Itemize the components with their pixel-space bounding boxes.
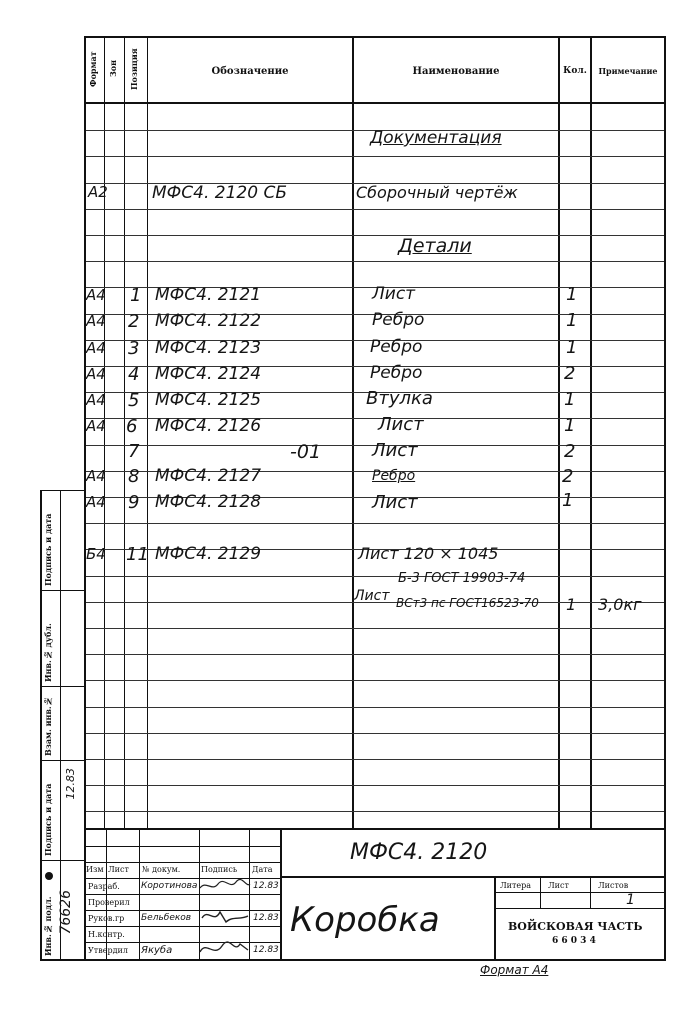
title-block-vsep <box>280 828 282 960</box>
section-parts: Детали <box>398 235 472 257</box>
col-sep-4 <box>352 36 354 829</box>
frame-right <box>664 36 666 961</box>
lbl-podpis: Подпись <box>201 865 238 874</box>
row-designation: МФС4. 2127 <box>155 466 262 486</box>
row-designation: -01 <box>290 441 322 463</box>
row-qty: 1 <box>566 284 578 305</box>
signature-razrab <box>200 879 250 888</box>
row-qty: 1 <box>566 337 578 358</box>
lbl-listov: Листов <box>598 881 629 890</box>
side-inv-podl: Инв.№ подл. <box>43 896 53 956</box>
row-rule <box>86 235 664 236</box>
row-name: Ребро <box>372 468 416 484</box>
title-rule <box>86 862 280 863</box>
row-name: Ребро <box>372 310 425 330</box>
header-designation: Обозначение <box>211 66 289 77</box>
row-format: А4 <box>86 286 106 304</box>
lbl-izm: Изм <box>86 865 104 874</box>
row-format: А4 <box>86 339 106 357</box>
row-name: Втулка <box>366 388 433 409</box>
row-pos: 7 <box>128 441 140 462</box>
signer-utverdil: Якуба <box>141 945 173 956</box>
lbl-list: Лист <box>108 865 129 874</box>
row-designation: МФС4. 2124 <box>155 364 262 384</box>
row-format: А4 <box>86 391 106 409</box>
col-sep-5 <box>558 36 560 829</box>
lbl-list2: Лист <box>548 881 569 890</box>
row-name: Лист <box>378 414 424 435</box>
signatures-svg <box>196 878 252 960</box>
lbl-proveril: Проверил <box>88 898 130 907</box>
title-block-lit-sep1 <box>540 876 541 908</box>
header-qty: Кол. <box>563 66 587 76</box>
side-line-4 <box>40 860 86 861</box>
frame-bottom <box>40 959 666 961</box>
lbl-razrab: Разраб. <box>88 882 120 891</box>
row-rule <box>86 654 664 655</box>
row-rule <box>86 209 664 210</box>
row-qty: 2 <box>564 441 576 462</box>
row-rule <box>86 156 664 157</box>
row-qty: 1 <box>562 490 574 511</box>
row-name: Ребро <box>370 337 423 357</box>
row-qty: 1 <box>564 415 576 436</box>
row-rule <box>86 785 664 786</box>
row-designation: МФС4. 2125 <box>155 390 262 410</box>
side-podpis-data1: Подпись и дата <box>43 783 53 856</box>
header-format: Формат <box>88 51 98 87</box>
doc-name: Коробка <box>290 900 440 940</box>
side-line-1 <box>40 590 86 591</box>
side-inv-dubl: Инв.№ дубл. <box>43 623 53 682</box>
header-note: Примечание <box>598 66 658 76</box>
header-position: Позиция <box>129 48 139 90</box>
org-line2: 6 6 0 3 4 <box>552 936 596 946</box>
row-format: А4 <box>86 493 106 511</box>
row-rule <box>86 628 664 629</box>
title-block-lit-line2 <box>494 908 666 909</box>
row-format: А4 <box>86 467 106 485</box>
row-pos: 5 <box>128 390 140 411</box>
side-inv-value: 76626 <box>58 890 74 935</box>
header-bottom <box>84 102 666 104</box>
signer-rukov: Бельбеков <box>141 913 192 923</box>
title-block-org-sep <box>494 876 496 960</box>
row-rule <box>86 733 664 734</box>
sheets-count: 1 <box>626 892 635 908</box>
row-name: Лист <box>372 284 416 304</box>
row-qty: 1 <box>564 389 576 410</box>
frame-top <box>84 36 666 38</box>
lbl-ndokum: № докум. <box>142 865 181 874</box>
row-format: А4 <box>86 312 106 330</box>
side-top <box>40 490 86 491</box>
col-sep-2 <box>124 36 125 829</box>
header-zone: Зон <box>108 60 118 78</box>
lbl-nkontr: Н.контр. <box>88 930 125 939</box>
row-designation: МФС4. 2128 <box>155 492 262 512</box>
side-date-value: 12.83 <box>64 768 77 800</box>
row-format: А4 <box>86 417 106 435</box>
row-rule <box>86 576 664 577</box>
lbl-data: Дата <box>252 865 273 874</box>
row-pos: 2 <box>128 311 140 332</box>
row-rule <box>86 707 664 708</box>
lbl-litera: Литера <box>500 881 532 890</box>
lbl-rukov: Руков.гр <box>88 914 125 923</box>
date-razrab: 12.83 <box>253 881 279 891</box>
org-line1: ВОЙСКОВАЯ ЧАСТЬ <box>508 920 643 933</box>
title-block-top <box>84 828 666 830</box>
row-designation: МФС4. 2129 <box>155 544 262 564</box>
row-rule <box>86 261 664 262</box>
row-designation: МФС4. 2120 СБ <box>152 183 287 203</box>
row-pos: 4 <box>128 364 140 385</box>
frame-outer-left <box>40 490 42 960</box>
side-vzam-inv: Взам. инв.№ <box>43 696 53 756</box>
title-block-lit-sep2 <box>590 876 591 908</box>
lbl-utverdil: Утвердил <box>88 946 128 955</box>
row-name: Ребро <box>370 363 423 383</box>
row-pos: 1 <box>130 285 142 306</box>
format-label: Формат А4 <box>480 963 549 977</box>
row-format: А4 <box>86 365 106 383</box>
date-rukov: 12.83 <box>253 913 279 923</box>
row-rule <box>86 523 664 524</box>
row-format: А2 <box>88 183 108 201</box>
row-name: Лист 120 × 1045 <box>358 544 499 563</box>
row-name: Лист <box>372 440 418 461</box>
side-line-3 <box>40 760 86 761</box>
header-name: Наименование <box>412 66 500 77</box>
doc-number: МФС4. 2120 <box>350 840 488 865</box>
material-prefix: Лист <box>354 588 390 604</box>
title-col <box>106 830 107 960</box>
title-block-lit-line <box>494 892 666 893</box>
row-designation: МФС4. 2123 <box>155 338 262 358</box>
side-line-2 <box>40 686 86 687</box>
material-line1: Б-3 ГОСТ 19903-74 <box>398 571 526 586</box>
row-pos: 3 <box>128 338 140 359</box>
title-block-docline <box>280 876 666 878</box>
row-qty: 2 <box>562 466 574 487</box>
row-designation: МФС4. 2126 <box>155 416 262 436</box>
side-dot <box>45 872 53 880</box>
material-line2: ВСт3 пс ГОСТ16523-70 <box>396 596 539 610</box>
row-rule <box>86 759 664 760</box>
row-pos: 8 <box>128 466 140 487</box>
row-pos: 11 <box>126 544 149 565</box>
section-documentation: Документация <box>370 128 502 148</box>
row-name: Сборочный чертёж <box>356 183 518 202</box>
row-format: Б4 <box>86 545 106 563</box>
row-pos: 6 <box>126 416 138 437</box>
row-name: Лист <box>372 492 418 513</box>
col-sep-3 <box>147 36 148 829</box>
row-qty: 2 <box>564 363 576 384</box>
row-designation: МФС4. 2122 <box>155 311 262 331</box>
row-rule <box>86 811 664 812</box>
material-note: 3,0кг <box>598 595 642 614</box>
title-col <box>139 830 140 960</box>
material-qty: 1 <box>566 595 577 614</box>
date-utverdil: 12.83 <box>253 945 279 955</box>
row-rule <box>86 680 664 681</box>
row-designation: МФС4. 2121 <box>155 285 262 305</box>
row-qty: 1 <box>566 310 578 331</box>
side-podpis-data2: Подпись и дата <box>43 513 53 586</box>
col-sep-6 <box>590 36 592 829</box>
row-pos: 9 <box>128 492 140 513</box>
signature-rukov <box>202 912 248 922</box>
signer-razrab: Коротинова <box>141 881 198 891</box>
title-rule <box>86 846 280 847</box>
signature-utverdil <box>200 942 248 952</box>
